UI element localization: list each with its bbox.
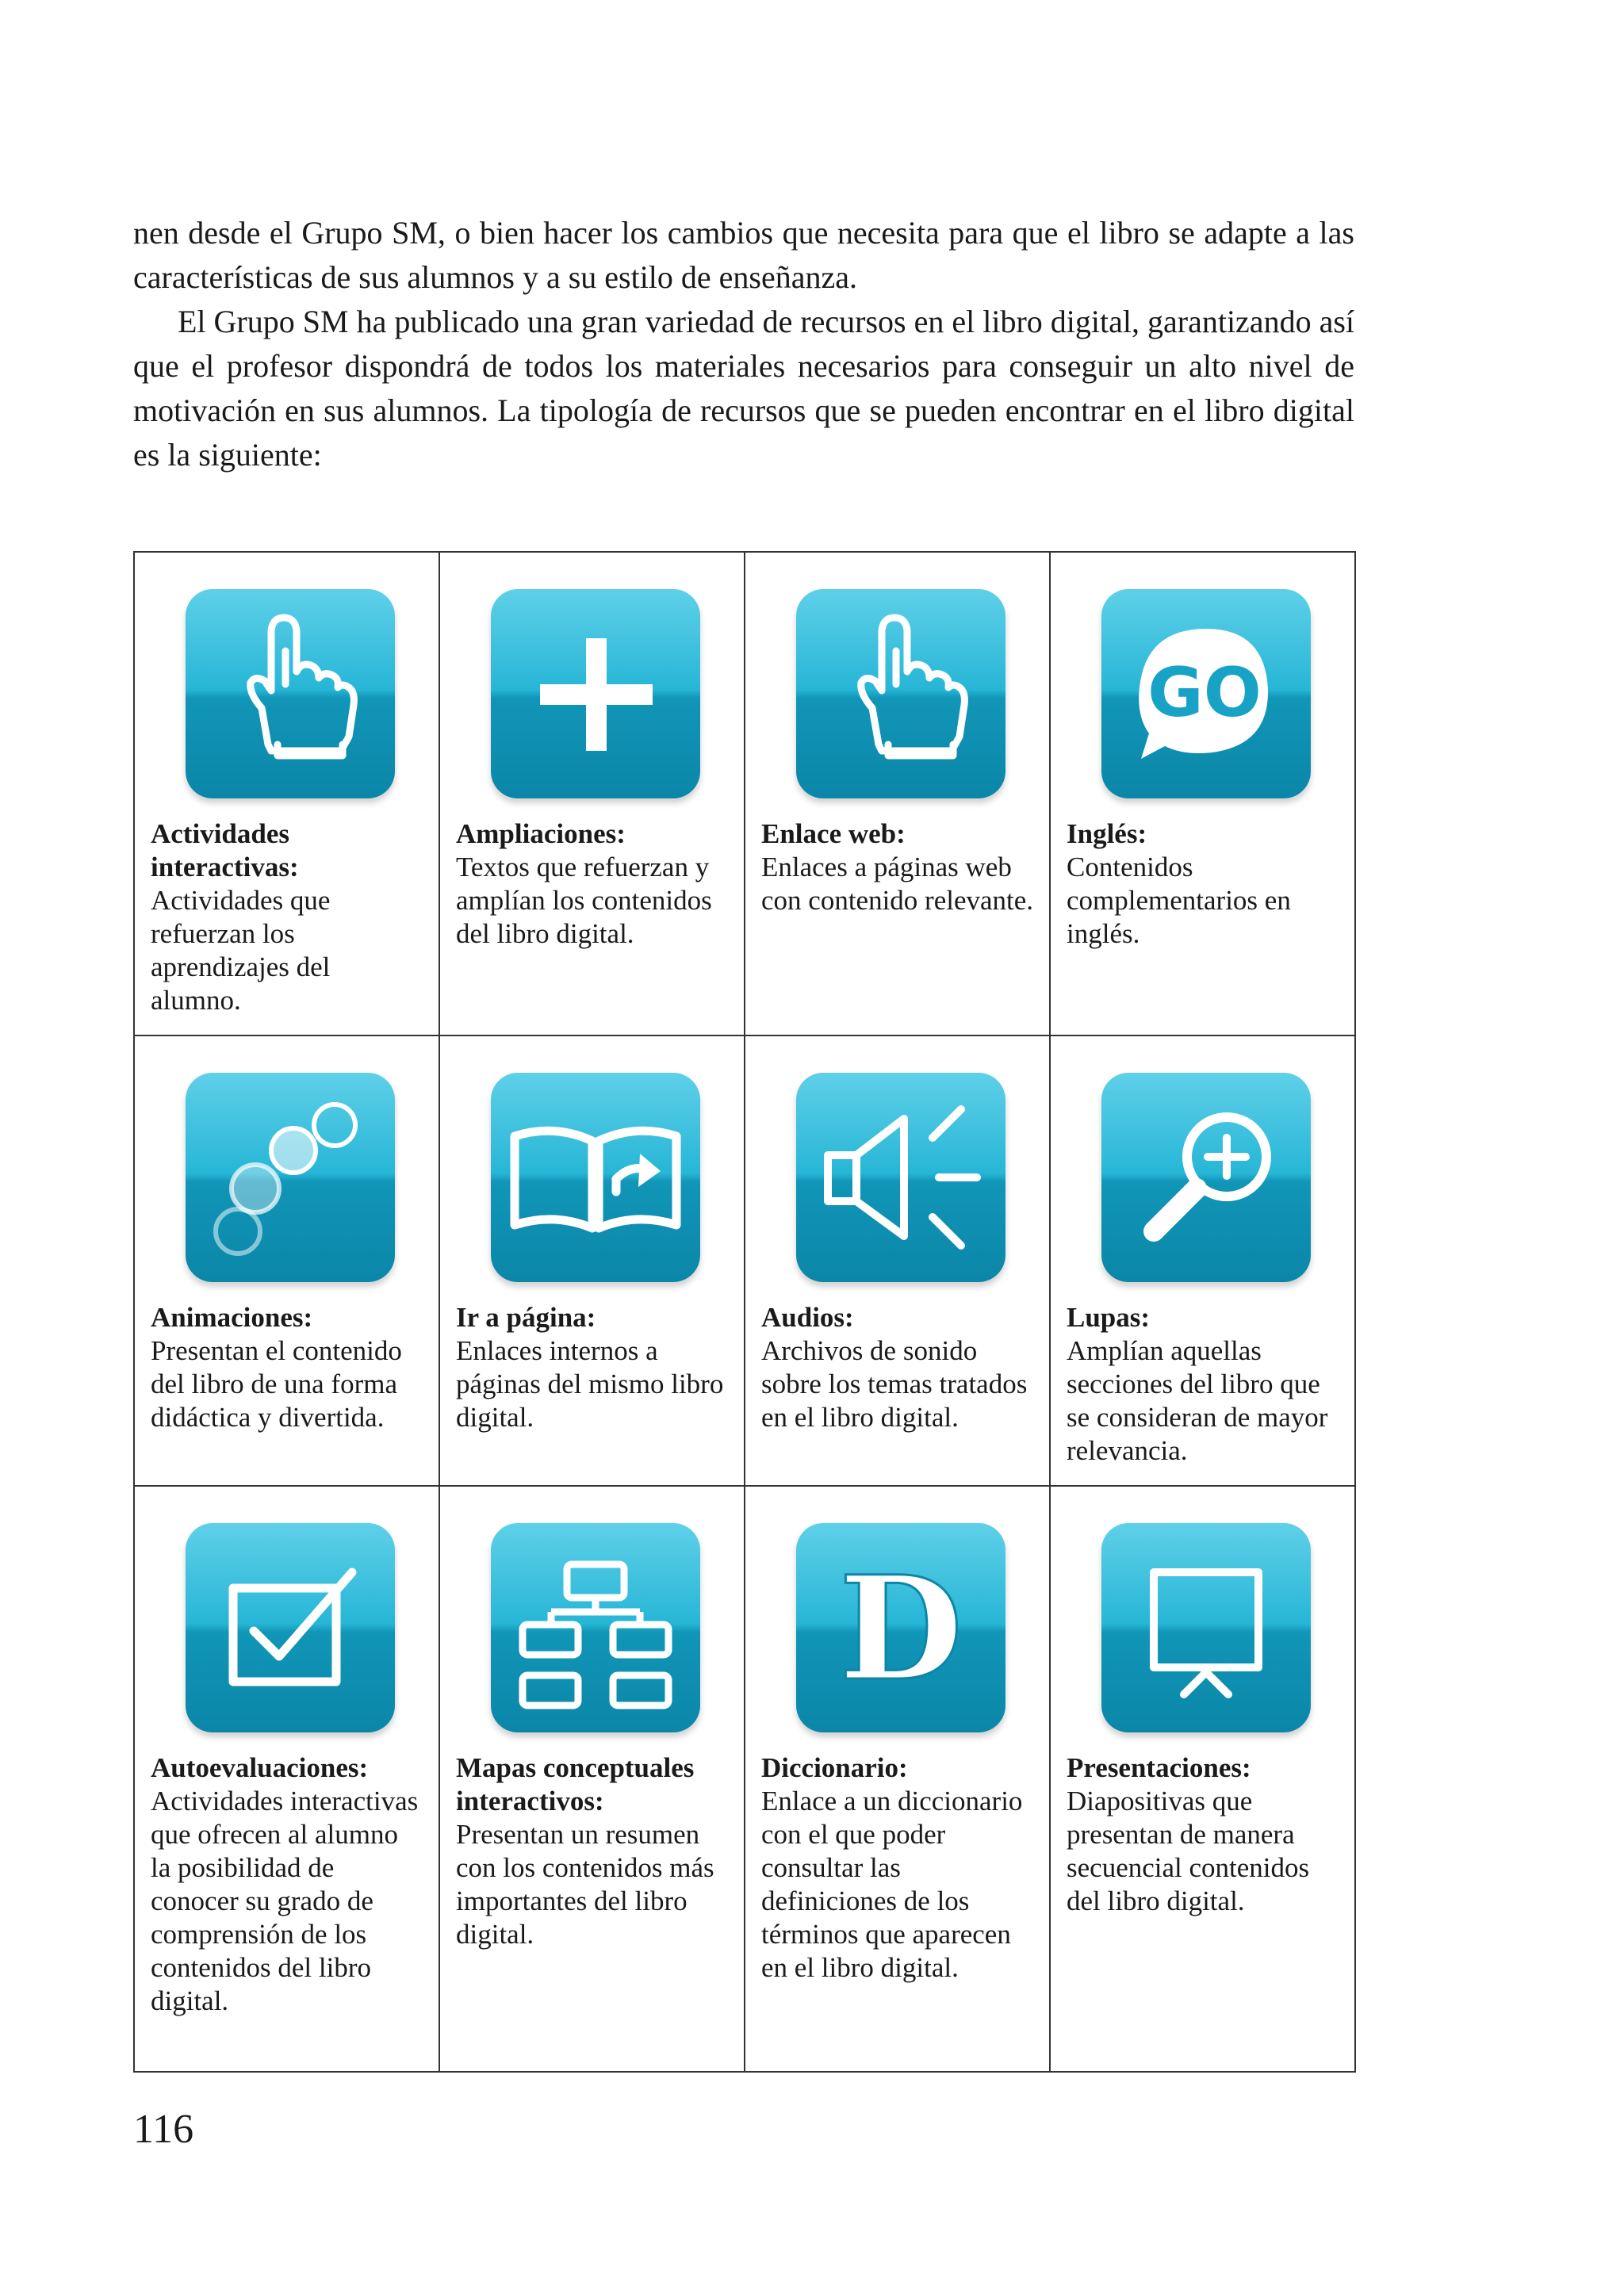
resource-title: Ampliaciones: xyxy=(456,818,626,849)
resource-title: Ir a página: xyxy=(456,1302,596,1333)
magnifier-plus-icon xyxy=(1101,1073,1311,1282)
resource-cell-diccionario xyxy=(745,1486,1050,2072)
resource-title: Enlace web: xyxy=(761,818,906,849)
resource-cell-animaciones xyxy=(134,1035,439,1486)
resource-description: Presentan el contenido del libro de una forma didáctica y divertida. xyxy=(151,1335,402,1433)
table-row xyxy=(134,1035,1355,1486)
resource-description: Textos que refuerzan y amplían los contenidos del libro digital. xyxy=(456,852,712,949)
resource-description: Enlaces internos a páginas del mismo libro digital. xyxy=(456,1335,724,1433)
checkbox-icon xyxy=(186,1523,395,1732)
paragraph-continuation: nen desde el Grupo SM, o bien hacer los cambios que necesita para que el libro se adapte a las características de sus alumnos y a su estilo de enseñanza. xyxy=(133,215,1354,295)
resource-cell-enlace-web xyxy=(745,552,1050,1035)
dictionary-d-icon xyxy=(796,1523,1005,1732)
plus-icon xyxy=(491,589,700,798)
resource-cell-actividades xyxy=(134,552,439,1035)
resource-title: Autoevaluaciones: xyxy=(151,1752,369,1783)
resources-table xyxy=(133,551,1356,2073)
resource-title: Mapas conceptuales interactivos: xyxy=(456,1752,695,1816)
paragraph-resources-intro: El Grupo SM ha publicado una gran variedad de recursos en el libro digital, garantizando así que el profesor dispondrá de todos los materiales necesarios para conseguir un alto nivel de motivación en sus alumnos. La tipología de recursos que se pueden encontrar en el libro digital es la siguiente: xyxy=(133,304,1354,473)
resource-description: Diapositivas que presentan de manera secuencial contenidos del libro digital. xyxy=(1067,1786,1310,1916)
resource-cell-presentaciones xyxy=(1050,1486,1355,2072)
resource-description: Archivos de sonido sobre los temas tratados en el libro digital. xyxy=(761,1335,1028,1433)
table-row xyxy=(134,1486,1355,2072)
resource-cell-ir-a-pagina xyxy=(439,1035,745,1486)
resource-title: Presentaciones: xyxy=(1067,1752,1251,1783)
resource-description: Actividades que refuerzan los aprendizajes del alumno. xyxy=(151,885,331,1016)
pointing-hand-icon xyxy=(186,589,395,798)
resource-description: Amplían aquellas secciones del libro que se consideran de mayor relevancia. xyxy=(1067,1335,1328,1466)
resource-title: Animaciones: xyxy=(151,1302,313,1333)
go-text: GO xyxy=(1147,653,1262,733)
animation-circles-icon xyxy=(186,1073,395,1282)
resource-cell-ampliaciones xyxy=(439,552,745,1035)
resource-cell-mapas-conceptuales xyxy=(439,1486,745,2072)
dictionary-letter: D xyxy=(838,1545,963,1713)
resource-title: Audios: xyxy=(761,1302,854,1333)
resource-description: Enlace a un diccionario con el que poder consultar las definiciones de los términos que aparecen en el libro digital. xyxy=(761,1786,1023,1983)
concept-map-icon xyxy=(491,1523,700,1732)
resource-cell-audios xyxy=(745,1035,1050,1486)
resource-description: Actividades interactivas que ofrecen al alumno la posibilidad de conocer su grado de comprensión de los contenidos del libro digital. xyxy=(151,1786,419,2016)
body-text xyxy=(133,211,1354,477)
resource-cell-autoevaluaciones xyxy=(134,1486,439,2072)
resource-cell-ingles xyxy=(1050,552,1355,1035)
resource-description: Contenidos complementarios en inglés. xyxy=(1067,852,1291,949)
page-number: 116 xyxy=(133,2107,194,2152)
resource-description: Enlaces a páginas web con contenido relevante. xyxy=(761,852,1034,916)
speaker-icon xyxy=(796,1073,1005,1282)
resource-title: Actividades interactivas: xyxy=(151,818,299,882)
table-row xyxy=(134,552,1355,1035)
resource-description: Presentan un resumen con los contenidos más importantes del libro digital. xyxy=(456,1819,714,1950)
resource-title: Inglés: xyxy=(1067,818,1147,849)
pointing-hand-icon xyxy=(796,589,1005,798)
resource-cell-lupas xyxy=(1050,1035,1355,1486)
resource-title: Diccionario: xyxy=(761,1752,908,1783)
presentation-screen-icon xyxy=(1101,1523,1311,1732)
resource-title: Lupas: xyxy=(1067,1302,1151,1333)
open-book-arrow-icon xyxy=(491,1073,700,1282)
go-bubble-icon xyxy=(1101,589,1311,798)
